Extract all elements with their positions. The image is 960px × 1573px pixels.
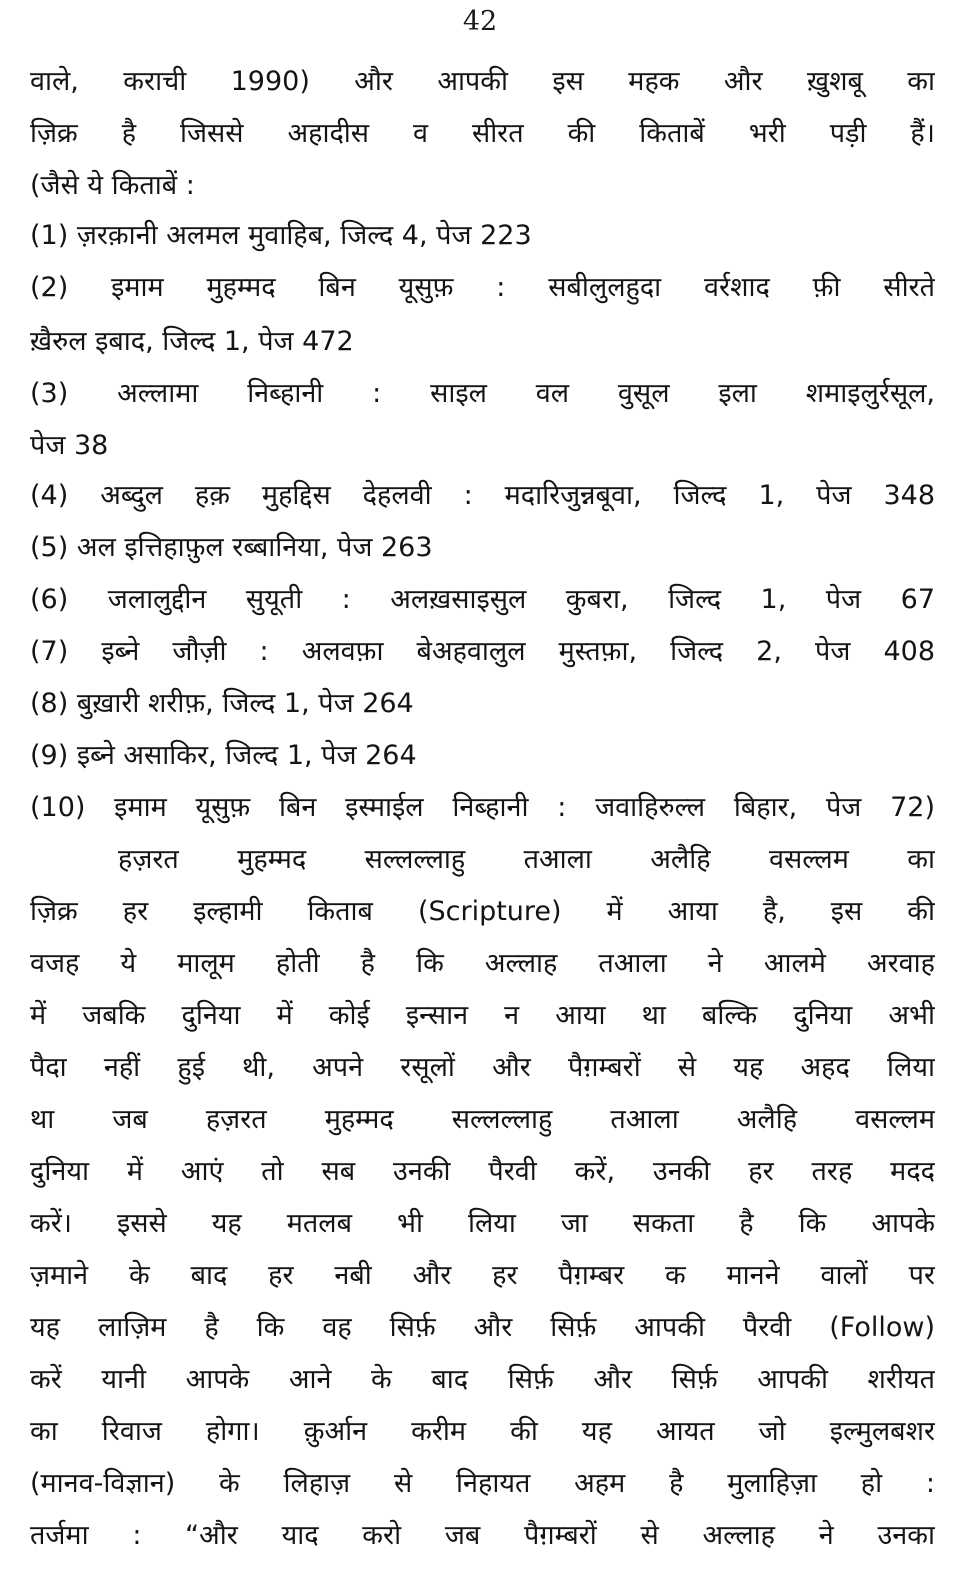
paragraph-line: करें। इससे यह मतलब भी लिया जा सकता है कि आपके xyxy=(30,1208,935,1239)
paragraph-line: में जबकि दुनिया में कोई इन्सान न आया था बल्कि दुनिया अभी xyxy=(30,1000,935,1031)
paragraph-line: ज़िक्र हर इल्हामी किताब (Scripture) में आया है, इस की xyxy=(30,896,935,927)
reference-item: (5) अल इत्तिहाफ़ुल रब्बानिया, पेज 263 xyxy=(30,532,433,563)
paragraph-line: तर्जमा : “और याद करो जब पैग़म्बरों से अल्लाह ने उनका xyxy=(30,1520,935,1551)
paragraph-line: पैदा नहीं हुई थी, अपने रसूलों और पैग़म्बरों से यह अहद लिया xyxy=(30,1052,935,1083)
text-line: (जैसे ये किताबें : xyxy=(30,170,195,201)
text-line: वाले, कराची 1990) और आपकी इस महक और ख़ुशबू का xyxy=(30,66,935,97)
reference-item: (8) बुख़ारी शरीफ़, जिल्द 1, पेज 264 xyxy=(30,688,414,719)
reference-item: (1) ज़रक़ानी अलमल मुवाहिब, जिल्द 4, पेज 223 xyxy=(30,220,532,251)
reference-item: (4) अब्दुल हक़ मुहद्दिस देहलवी : मदारिजुन्नबूवा, जिल्द 1, पेज 348 xyxy=(30,480,935,511)
reference-item: (10) इमाम यूसुफ़ बिन इस्माईल निब्हानी : जवाहिरुल्ल बिहार, पेज 72) xyxy=(30,792,935,823)
paragraph-line: यह लाज़िम है कि वह सिर्फ़ और सिर्फ़ आपकी पैरवी (Follow) xyxy=(30,1312,935,1343)
page-number: 42 xyxy=(462,6,498,37)
paragraph-line: था जब हज़रत मुहम्मद सल्लल्लाहु तआला अलैहि वसल्लम xyxy=(30,1104,935,1135)
text-line: पेज 38 xyxy=(30,430,109,461)
reference-item: (9) इब्ने असाकिर, जिल्द 1, पेज 264 xyxy=(30,740,417,771)
reference-item: (2) इमाम मुहम्मद बिन यूसुफ़ : सबीलुलहुदा वर्रशाद फ़ी सीरते xyxy=(30,272,935,303)
reference-item: (3) अल्लामा निब्हानी : साइल वल वुसूल इला शमाइलुर्रसूल, xyxy=(30,378,935,409)
paragraph-line: दुनिया में आएं तो सब उनकी पैरवी करें, उनकी हर तरह मदद xyxy=(30,1156,935,1187)
paragraph-line: ज़माने के बाद हर नबी और हर पैग़म्बर क मानने वालों पर xyxy=(30,1260,935,1291)
paragraph-line: वजह ये मालूम होती है कि अल्लाह तआला ने आलमे अरवाह xyxy=(30,948,935,979)
paragraph-line: का रिवाज होगा। क़ुर्आन करीम की यह आयत जो इल्मुलबशर xyxy=(30,1416,935,1447)
paragraph-line: करें यानी आपके आने के बाद सिर्फ़ और सिर्फ़ आपकी शरीयत xyxy=(30,1364,935,1395)
reference-item: (6) जलालुद्दीन सुयूती : अलख़साइसुल कुबरा, जिल्द 1, पेज 67 xyxy=(30,584,935,615)
reference-item: (7) इब्ने जौज़ी : अलवफ़ा बेअहवालुल मुस्तफ़ा, जिल्द 2, पेज 408 xyxy=(30,636,935,667)
text-line: ख़ैरुल इबाद, जिल्द 1, पेज 472 xyxy=(30,326,354,357)
paragraph-line: (मानव-विज्ञान) के लिहाज़ से निहायत अहम है मुलाहिज़ा हो : xyxy=(30,1468,935,1499)
paragraph-line: हज़रत मुहम्मद सल्लल्लाहु तआला अलैहि वसल्लम का xyxy=(118,844,935,875)
text-line: ज़िक्र है जिससे अहादीस व सीरत की किताबें भरी पड़ी हैं। xyxy=(30,118,935,149)
